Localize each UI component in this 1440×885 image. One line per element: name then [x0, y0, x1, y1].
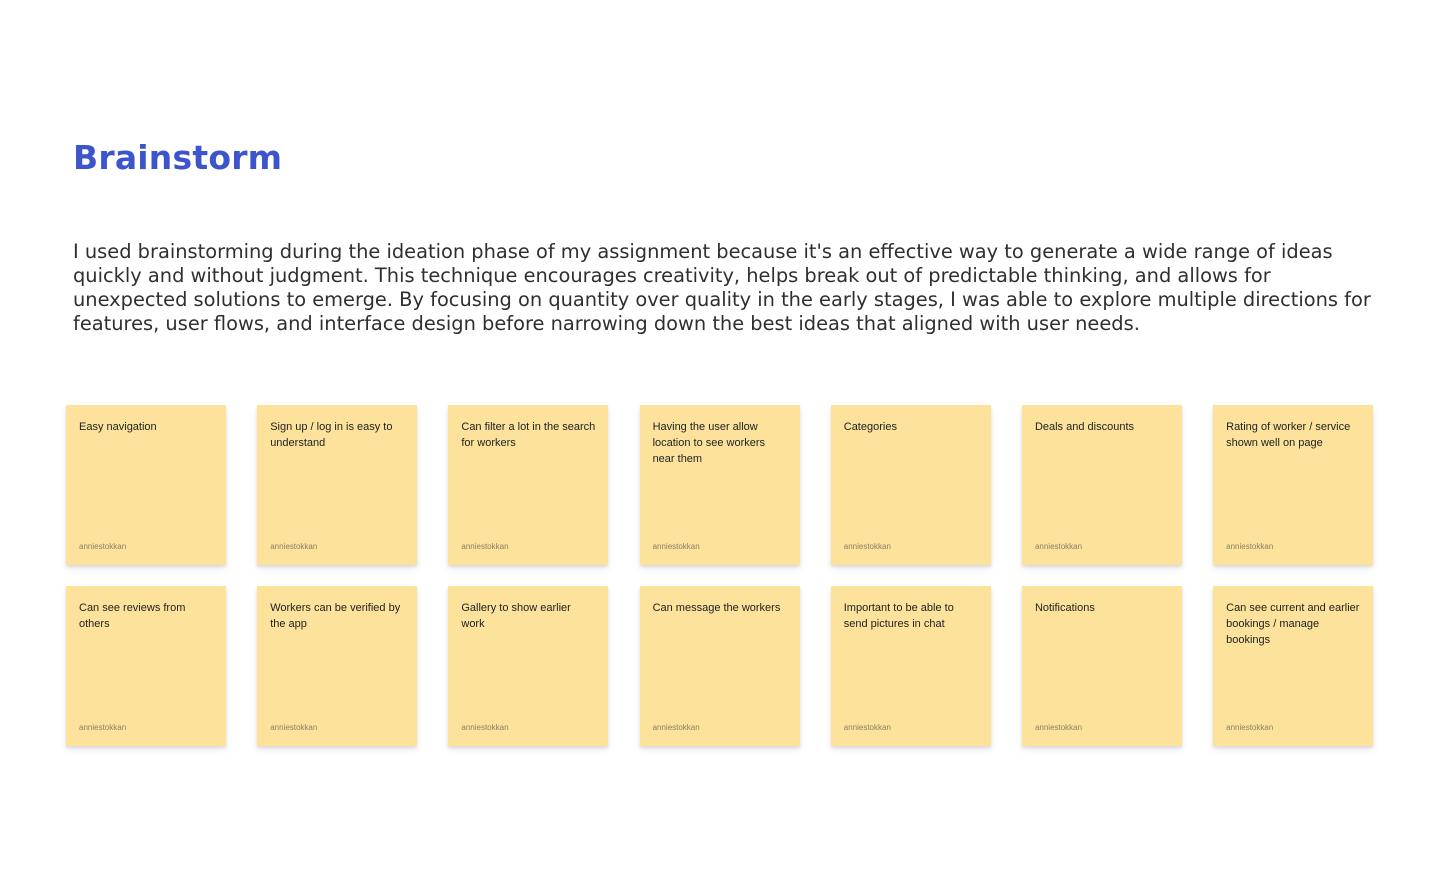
sticky-note-text: Can filter a lot in the search for workers	[461, 421, 596, 449]
sticky-note-author: anniestokkan	[79, 542, 127, 551]
sticky-note[interactable]	[66, 586, 226, 746]
sticky-note[interactable]	[1213, 405, 1373, 565]
sticky-note[interactable]	[66, 405, 226, 565]
sticky-note-text: Rating of worker / service shown well on page	[1226, 421, 1351, 449]
sticky-note-text: Can see reviews from others	[79, 601, 186, 630]
sticky-note[interactable]	[1213, 586, 1373, 746]
sticky-note-text: Can message the workers	[652, 601, 781, 614]
sticky-note-text: Important to be able to send pictures in chat	[843, 601, 954, 630]
sticky-note-text: Gallery to show earlier work	[461, 601, 571, 630]
sticky-note-author: anniestokkan	[270, 542, 318, 551]
sticky-note-author: anniestokkan	[1226, 542, 1274, 551]
sticky-note-author: anniestokkan	[843, 542, 891, 551]
sticky-note-author: anniestokkan	[1034, 722, 1083, 732]
sticky-note-text: Easy navigation	[79, 421, 157, 433]
sticky-note-author: anniestokkan	[461, 722, 509, 732]
sticky-note-text: Having the user allow location to see workers near them	[652, 421, 766, 465]
sticky-note-text: Categories	[843, 421, 897, 433]
sticky-note-author: anniestokkan	[461, 542, 509, 551]
sticky-note[interactable]	[640, 586, 800, 746]
sticky-note[interactable]	[831, 586, 991, 746]
sticky-note-author: anniestokkan	[1226, 722, 1274, 732]
sticky-note[interactable]	[448, 405, 608, 565]
brainstorm-description: I used brainstorming during the ideation phase of my assignment because it's an effective way to generate a wide range of ideas quickly and without judgment. This technique encourages creativity, helps break out of predictable thinking, and allows for unexpected solutions to emerge. By focusing on quantity over quality in the early stages, I was able to explore multiple directions for features, user flows, and interface design before narrowing down the best ideas that aligned with user needs.	[73, 240, 1371, 335]
sticky-note[interactable]	[1022, 586, 1182, 746]
sticky-note[interactable]	[1022, 405, 1182, 565]
sticky-note[interactable]	[831, 405, 991, 565]
sticky-note-text: Workers can be verified by the app	[270, 601, 401, 630]
sticky-note[interactable]	[257, 586, 417, 746]
sticky-note-author: anniestokkan	[1034, 542, 1083, 551]
sticky-note[interactable]	[640, 405, 800, 565]
sticky-note-text: Deals and discounts	[1034, 421, 1134, 433]
sticky-note-author: anniestokkan	[270, 722, 318, 732]
sticky-note-author: anniestokkan	[79, 722, 127, 732]
sticky-note[interactable]	[448, 586, 608, 746]
page-title: Brainstorm	[73, 138, 283, 177]
sticky-note-text: Notifications	[1034, 601, 1095, 614]
sticky-note[interactable]	[257, 405, 417, 565]
sticky-note-text: Sign up / log in is easy to understand	[270, 421, 393, 449]
sticky-note-author: anniestokkan	[843, 722, 891, 732]
sticky-note-author: anniestokkan	[652, 542, 700, 551]
sticky-notes-board	[66, 405, 1373, 746]
sticky-note-text: Can see current and earlier bookings / manage bookings	[1226, 601, 1360, 646]
sticky-note-author: anniestokkan	[652, 722, 700, 732]
